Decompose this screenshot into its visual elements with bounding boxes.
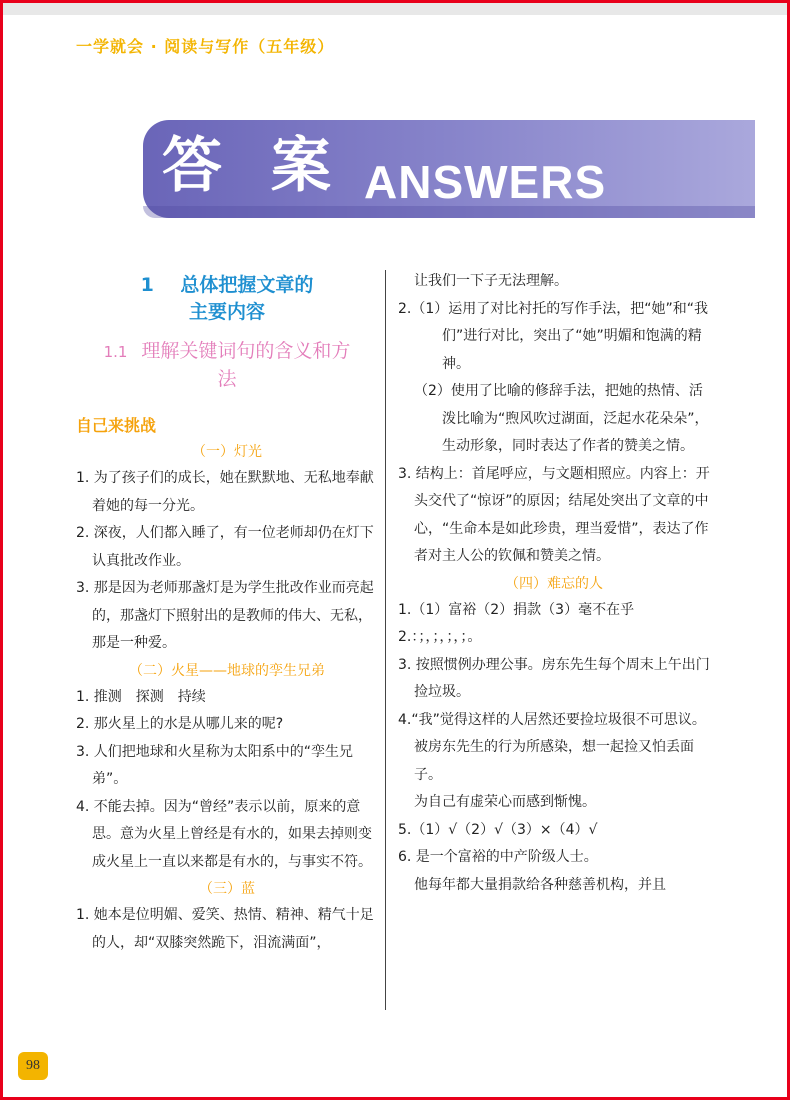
subtitle-mars: （二）火星——地球的孪生兄弟 [129,662,325,679]
section-title-line1: 理解关键词句的含义和方 [141,340,351,362]
answer-item: 2. 深夜，人们都入睡了，有一位老师却仍在灯下认真批改作业。 [76,525,374,569]
page-number: 98 [18,1052,48,1080]
subtitle-blue: （三）蓝 [199,881,255,897]
chapter-heading [76,272,378,326]
subtitle-unforgettable: （四）难忘的人 [505,575,603,592]
answer-item: 4. 不能去掉。因为“曾经”表示以前，原来的意思。意为火星上曾经是有水的，如果去掉则变成火星上一直以来都是有水的，与事实不符。 [76,798,372,870]
answer-item: 2. 那火星上的水是从哪儿来的呢? [76,716,284,732]
answer-item: 2.（1）运用了对比衬托的写作手法，把“她”和“我们”进行对比，突出了“她”明媚和饱满的精神。 [398,300,709,372]
top-strip [3,3,787,15]
answer-item: 5.（1）√（2）√（3）×（4）√ [398,821,598,838]
answer-item: 2.：；，；，；，；。 [398,629,482,645]
answer-item: 3. 按照惯例办理公事。房东先生每个周末上午出门捡垃圾。 [398,656,710,700]
continued-text: 让我们一下子无法理解。 [414,273,568,289]
banner-title-cn: 答 案 [162,131,345,201]
answer-item: 3. 那是因为老师那盏灯是为学生批改作业而亮起的，那盏灯下照射出的是教师的伟大、无私，那是一种爱。 [76,580,374,651]
left-column [76,272,378,957]
answer-item: 3. 结构上：首尾呼应，与文题相照应。内容上：开头交代了“惊讶”的原因；结尾处突出了文章的中心，“生命本是如此珍贵，理当爱惜”，表达了作者对主人公的钦佩和赞美之情。 [398,465,710,564]
answer-item: 1. 推测 探测 持续 [76,688,206,705]
column-divider [385,270,386,1010]
section-title-line2: 法 [217,368,237,390]
running-head: 一学就会 · 阅读与写作（五年级） [76,37,335,56]
chapter-title-line1: 总体把握文章的 [180,274,314,296]
answer-line: 他每年都大量捐款给各种慈善机构，并且 [414,876,666,893]
answer-item: 1.（1）富裕（2）捐款（3）毫不在乎 [398,601,635,618]
section-heading [76,338,378,393]
answer-item: 6. 是一个富裕的中产阶级人士。 [398,849,598,865]
answer-item: 1. 为了孩子们的成长，她在默默地、无私地奉献着她的每一分光。 [76,470,374,514]
answer-line: 被房东先生的行为所感染，想一起捡又怕丢面子。 [414,739,694,783]
chapter-title-line2: 主要内容 [188,301,265,323]
banner-title-en: ANSWERS [364,156,607,208]
right-column [398,268,710,899]
answer-line: 为自己有虚荣心而感到惭愧。 [414,794,596,810]
chapter-number: 1 [140,274,154,296]
subtitle-lamp: （一）灯光 [192,444,262,460]
challenge-heading: 自己来挑战 [76,416,157,435]
answer-item: 3. 人们把地球和火星称为太阳系中的“孪生兄弟”。 [76,743,354,787]
section-number: 1.1 [103,343,128,361]
answer-item: 4.“我”觉得这样的人居然还要捡垃圾很不可思议。 [398,711,706,728]
answer-item: 1. 她本是位明媚、爱笑、热情、精神、精气十足的人，却“双膝突然跪下，泪流满面”， [76,907,374,951]
answer-item: （2）使用了比喻的修辞手法，把她的热情、活泼比喻为“煦风吹过湖面，泛起水花朵朵”，生动形象，同时表达了作者的赞美之情。 [414,383,709,454]
